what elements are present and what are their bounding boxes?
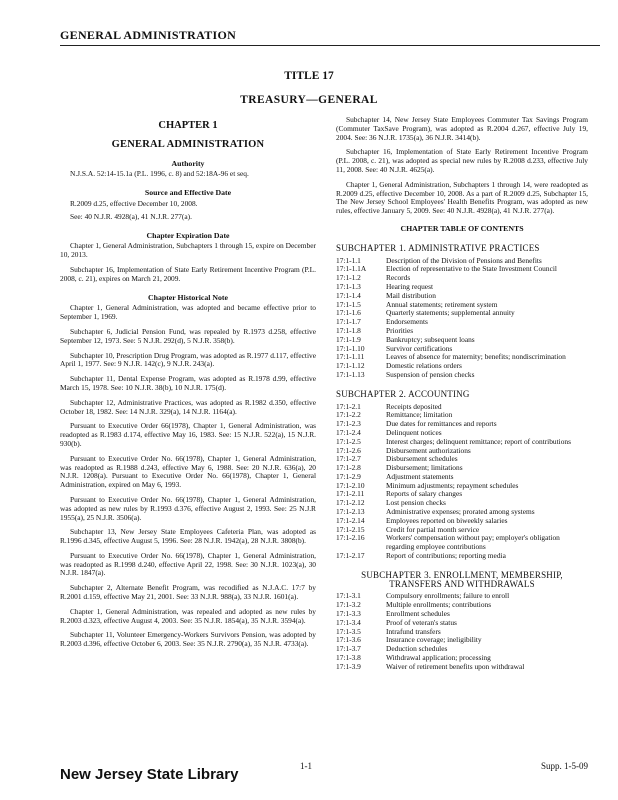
section-title: Disbursement schedules <box>386 454 458 464</box>
section-title: Administrative expenses; prorated among systems <box>386 507 535 517</box>
section-title: Intrafund transfers <box>386 626 441 636</box>
history-paragraph: Subchapter 14, New Jersey State Employees Commuter Tax Savings Program (Commuter TaxSave Program), was adopted as R.2004 d.267, effective July 19, 2004. See: 36 N.J.R. 1735(a), 36 N.J.R. 3414(b). <box>336 115 588 142</box>
toc-entry <box>336 309 588 318</box>
section-number: 17:1-1.13 <box>336 369 365 379</box>
source-line: R.2009 d.25, effective December 10, 2008. <box>70 198 198 208</box>
section-number: 17:1-1.4 <box>336 290 361 300</box>
section-number: 17:1-3.9 <box>336 661 361 671</box>
section-title: Employees reported on biweekly salaries <box>386 515 508 525</box>
section-number: 17:1-2.7 <box>336 454 361 464</box>
history-paragraph: Chapter 1, General Administration, Subchapters 1 through 14, were readopted as R.2009 d.25, effective December 10, 2008. As a part of R.2009 d.25, Subchapter 15, The New Jersey School Employees' Health Benefits Program, was adopted as new rules, effective January 5, 2009. See: 40 N.J.R. 4928(a), 41 N.J.R. 277(a). <box>336 179 588 216</box>
section-number: 17:1-3.7 <box>336 644 361 654</box>
section-title: Description of the Division of Pensions and Benefits <box>386 255 542 265</box>
toc-entry <box>336 482 588 491</box>
authority-text: N.J.S.A. 52:14-15.1a (P.L. 1996, c. 8) and 52:18A-96 et seq. <box>70 169 249 179</box>
section-number: 17:1-1.5 <box>336 299 361 309</box>
section-title: Multiple enrollments; contributions <box>386 600 492 610</box>
section-number: 17:1-2.1 <box>336 401 361 411</box>
authority-heading: Authority <box>171 158 205 168</box>
section-number: 17:1-3.3 <box>336 609 361 619</box>
toc-entry <box>336 336 588 345</box>
title-name: TREASURY—GENERAL <box>240 94 378 106</box>
source-line: See: 40 N.J.R. 4928(a), 41 N.J.R. 277(a). <box>70 211 192 221</box>
history-paragraph: Subchapter 10, Prescription Drug Program, was adopted as R.1977 d.117, effective April 1, 1977. See: 9 N.J.R. 142(c), 9 N.J.R. 243(a). <box>60 350 316 369</box>
section-number: 17:1-2.4 <box>336 427 361 437</box>
section-number: 17:1-3.8 <box>336 653 361 663</box>
section-title: Domestic relations orders <box>386 361 462 371</box>
history-paragraph: Subchapter 11, Volunteer Emergency-Workers Survivors Pension, was adopted by R.2003 d.396, effective October 6, 2003. See: 35 N.J.R. 2790(a), 35 N.J.R. 4733(a). <box>60 630 316 649</box>
toc-entry <box>336 420 588 429</box>
subchapter-1-list <box>336 257 588 380</box>
toc-entry <box>336 274 588 283</box>
section-title: Hearing request <box>386 281 433 291</box>
header-rule <box>60 45 600 46</box>
toc-entry <box>336 490 588 499</box>
section-number: 17:1-2.13 <box>336 507 365 517</box>
subchapter-3-title-line: SUBCHAPTER 3. ENROLLMENT, MEMBERSHIP, <box>361 569 563 580</box>
subchapter-3-title-line: TRANSFERS AND WITHDRAWALS <box>389 578 535 589</box>
section-number: 17:1-1.10 <box>336 343 365 353</box>
supplement-date: Supp. 1-5-09 <box>541 761 588 771</box>
section-number: 17:1-2.11 <box>336 489 365 499</box>
section-number: 17:1-2.16 <box>336 533 365 543</box>
section-number: 17:1-1.8 <box>336 325 361 335</box>
section-title: Records <box>386 273 411 283</box>
section-title: Interest charges; delinquent remittance; report of contributions <box>386 436 571 446</box>
section-number: 17:1-2.12 <box>336 498 365 508</box>
expiration-heading: Chapter Expiration Date <box>146 230 230 240</box>
history-paragraph: Pursuant to Executive Order 66(1978), Chapter 1, General Administration, was readopted as R.1983 d.174, effective May 16, 1983. See: 15 N.J.R. 522(a), 15 N.J.R. 930(b). <box>60 421 316 448</box>
section-title: Delinquent notices <box>386 427 442 437</box>
section-title: Lost pension checks <box>386 498 446 508</box>
left-column <box>60 116 316 655</box>
section-number: 17:1-2.5 <box>336 436 361 446</box>
section-number: 17:1-3.2 <box>336 600 361 610</box>
section-title: Suspension of pension checks <box>386 369 475 379</box>
section-number: 17:1-2.9 <box>336 471 361 481</box>
history-paragraph: Chapter 1, General Administration, was repealed and adopted as new rules by R.2003 d.323, effective August 4, 2003. See: 35 N.J.R. 1854(a), 35 N.J.R. 3594(a). <box>60 606 316 625</box>
toc-entry <box>336 610 588 619</box>
subchapter-3-heading <box>336 571 588 589</box>
section-title: Compulsory enrollments; failure to enroll <box>386 591 510 601</box>
toc-heading: CHAPTER TABLE OF CONTENTS <box>400 223 524 233</box>
section-title: Reports of salary changes <box>386 489 463 499</box>
section-title: Withdrawal application; processing <box>386 653 491 663</box>
expiration-paragraph: Chapter 1, General Administration, Subchapters 1 through 15, expire on December 10, 2013. <box>60 241 316 260</box>
section-number: 17:1-3.6 <box>336 635 361 645</box>
toc-entry <box>336 403 588 412</box>
toc-entry <box>336 663 588 672</box>
section-number: 17:1-1.3 <box>336 281 361 291</box>
section-title: Quarterly statements; supplemental annuity <box>386 308 515 318</box>
history-paragraph: Subchapter 12, Administrative Practices, was adopted as R.1982 d.350, effective October 18, 1982. See: 14 N.J.R. 329(a), 14 N.J.R. 1164(a). <box>60 397 316 416</box>
section-title: Enrollment schedules <box>386 609 450 619</box>
chapter-heading: CHAPTER 1 <box>158 120 218 131</box>
right-column <box>336 116 588 672</box>
toc-entry <box>336 619 588 628</box>
section-number: 17:1-1.11 <box>336 352 365 362</box>
section-number: 17:1-2.2 <box>336 410 361 420</box>
toc-entry <box>336 353 588 362</box>
section-title: Deduction schedules <box>386 644 448 654</box>
section-number: 17:1-3.5 <box>336 626 361 636</box>
title-number: TITLE 17 <box>284 70 334 82</box>
section-number: 17:1-1.7 <box>336 317 361 327</box>
toc-entry <box>336 464 588 473</box>
section-title: Adjustment statements <box>386 471 454 481</box>
section-number: 17:1-3.4 <box>336 617 361 627</box>
subchapter-1-heading: SUBCHAPTER 1. ADMINISTRATIVE PRACTICES <box>336 242 540 253</box>
section-number: 17:1-1.12 <box>336 361 365 371</box>
section-number: 17:1-1.1A <box>336 264 367 274</box>
history-paragraph: Subchapter 16, Implementation of State Early Retirement Incentive Program (P.L. 2008, c. 21), was adopted as special new rules by R.2008 d.233, effective July 11, 2008. See: 40 N.J.R. 4625(a). <box>336 147 588 174</box>
source-heading: Source and Effective Date <box>144 188 232 198</box>
toc-entry <box>336 601 588 610</box>
section-number: 17:1-2.8 <box>336 463 361 473</box>
expiration-paragraph: Subchapter 16, Implementation of State Early Retirement Incentive Program (P.L. 2008, c. 21), expires on March 21, 2009. <box>60 264 316 283</box>
section-title: Priorities <box>386 325 414 335</box>
chapter-name: GENERAL ADMINISTRATION <box>111 138 265 150</box>
section-title: Receipts deposited <box>386 401 442 411</box>
history-paragraph: Pursuant to Executive Order No. 66(1978), Chapter 1, General Administration, was readopted as R.1988 d.243, effective May 6, 1988. See: 20 N.J.R. 636(a), 20 N.J.R. 1208(a). Pursuant to Executive Order No. 66(1978), Chapter 1, General Administration, expired on May 6, 1993. <box>60 453 316 490</box>
section-title: Mail distribution <box>386 290 436 300</box>
section-number: 17:1-2.15 <box>336 524 365 534</box>
toc-entry <box>336 552 588 561</box>
history-paragraph: Pursuant to Executive Order No. 66(1978), Chapter 1, General Administration, was readopted as R.1998 d.240, effective April 22, 1998. See: 30 N.J.R. 1023(a), 30 N.J.R. 1847(a). <box>60 550 316 578</box>
toc-entry <box>336 447 588 456</box>
history-paragraph: Subchapter 13, New Jersey State Employees Cafeteria Plan, was adopted as R.1996 d.345, effective August 5, 1996. See: 28 N.J.R. 1942(a), 28 N.J.R. 3808(b). <box>60 527 316 546</box>
history-paragraph: Subchapter 2, Alternate Benefit Program, was recodified as N.J.A.C. 17:7 by R.2001 d.159, effective May 21, 2001. See: 33 N.J.R. 988(a), 33 N.J.R. 1601(a). <box>60 583 316 602</box>
library-footer: New Jersey State Library <box>60 766 239 783</box>
section-number: 17:1-1.9 <box>336 334 361 344</box>
section-title: Leaves of absence for maternity; benefits; nondiscrimination <box>386 352 566 362</box>
subchapter-3-list <box>336 592 588 671</box>
section-number: 17:1-2.17 <box>336 551 365 561</box>
section-number: 17:1-1.1 <box>336 255 361 265</box>
toc-entry <box>336 283 588 292</box>
section-title: Annual statements; retirement system <box>386 299 498 309</box>
toc-entry <box>336 636 588 645</box>
section-number: 17:1-1.6 <box>336 308 361 318</box>
section-title: Minimum adjustments; repayment schedules <box>386 480 519 490</box>
subchapter-2-list <box>336 403 588 561</box>
history-paragraph: Pursuant to Executive Order No. 66(1978), Chapter 1, General Administration, was adopted as new rules by R.1993 d.376, effective August 2, 1993. See: 25 N.J.R 1955(a), 25 N.J.R. 3506(a). <box>60 494 316 522</box>
running-header: GENERAL ADMINISTRATION <box>60 28 237 42</box>
history-paragraph: Subchapter 6, Judicial Pension Fund, was repealed by R.1973 d.258, effective September 12, 1973. See: 5 N.J.R. 292(d), 5 N.J.R. 358(b). <box>60 326 316 345</box>
toc-entry <box>336 371 588 380</box>
section-title: Disbursement authorizations <box>386 445 471 455</box>
section-title: Disbursement; limitations <box>386 463 463 473</box>
toc-entry <box>336 265 588 274</box>
section-number: 17:1-2.6 <box>336 445 361 455</box>
section-title: Waiver of retirement benefits upon withdrawal <box>386 661 525 671</box>
section-title: Survivor certifications <box>386 343 453 353</box>
history-paragraph: Subchapter 11, Dental Expense Program, was adopted as R.1978 d.99, effective March 15, 1978. See: 10 N.J.R. 38(b), 10 N.J.R. 175(d). <box>60 374 316 392</box>
section-number: 17:1-2.14 <box>336 515 365 525</box>
history-heading: Chapter Historical Note <box>148 292 228 302</box>
section-number: 17:1-2.10 <box>336 480 365 490</box>
section-number: 17:1-2.3 <box>336 419 361 429</box>
section-title: Proof of veteran's status <box>386 617 457 627</box>
section-title: Insurance coverage; ineligibility <box>386 635 482 645</box>
section-title: Endorsements <box>386 317 428 327</box>
page-number: 1-1 <box>300 761 312 771</box>
subchapter-2-heading: SUBCHAPTER 2. ACCOUNTING <box>336 388 470 399</box>
section-title: Bankruptcy; subsequent loans <box>386 334 475 344</box>
toc-entry <box>336 534 588 552</box>
section-title: Credit for partial month service <box>386 524 480 534</box>
section-number: 17:1-1.2 <box>336 273 361 283</box>
history-paragraph: Chapter 1, General Administration, was adopted and became effective prior to September 1, 1969. <box>60 303 316 322</box>
section-title: Workers' compensation without pay; employer's obligation regarding employee contributions <box>386 533 560 552</box>
toc-entry <box>336 318 588 327</box>
section-title: Remittance; limitation <box>386 410 453 420</box>
section-title: Election of representative to the State Investment Council <box>386 264 557 274</box>
section-number: 17:1-3.1 <box>336 591 361 601</box>
section-title: Report of contributions; reporting media <box>386 551 506 561</box>
section-title: Due dates for remittances and reports <box>386 419 497 429</box>
